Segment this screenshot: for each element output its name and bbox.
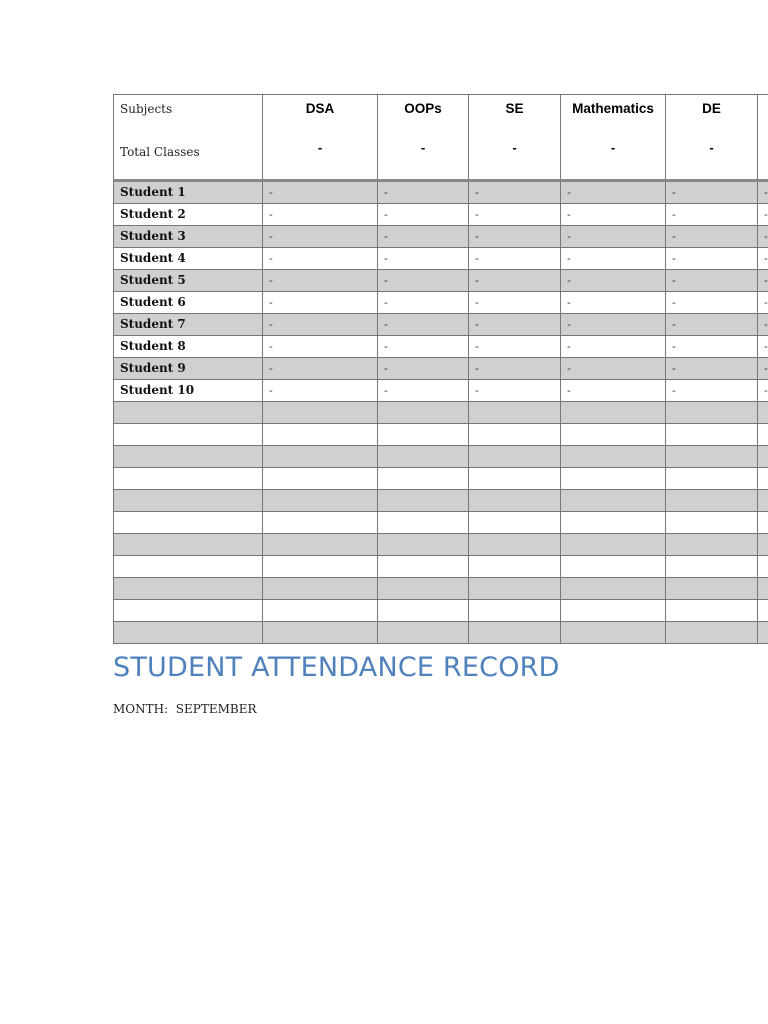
empty-row xyxy=(114,490,768,512)
attendance-cell xyxy=(561,292,666,314)
empty-cell xyxy=(666,556,758,578)
empty-cell xyxy=(114,578,263,600)
student-name: Student 6 xyxy=(120,295,186,309)
attendance-value: - xyxy=(672,185,676,199)
empty-row xyxy=(114,402,768,424)
attendance-cell xyxy=(263,292,378,314)
attendance-value: - xyxy=(384,317,388,331)
empty-cell xyxy=(758,490,768,512)
empty-cell xyxy=(114,534,263,556)
empty-cell xyxy=(263,512,378,534)
attendance-cell xyxy=(378,248,469,270)
empty-cell xyxy=(469,424,561,446)
attendance-cell xyxy=(469,314,561,336)
empty-cell xyxy=(114,512,263,534)
subject-header-cell xyxy=(378,95,469,181)
attendance-value: - xyxy=(269,383,273,397)
student-row xyxy=(114,181,768,204)
empty-cell xyxy=(758,402,768,424)
empty-cell xyxy=(378,534,469,556)
student-row xyxy=(114,314,768,336)
attendance-value: - xyxy=(567,207,571,221)
attendance-value: - xyxy=(567,229,571,243)
subjects-label: Subjects xyxy=(120,102,173,116)
empty-cell xyxy=(666,402,758,424)
attendance-cell xyxy=(561,181,666,204)
attendance-cell xyxy=(758,292,768,314)
empty-row xyxy=(114,622,768,644)
subject-total: - xyxy=(610,140,616,155)
empty-cell xyxy=(263,402,378,424)
attendance-value: - xyxy=(269,361,273,375)
attendance-cell xyxy=(758,226,768,248)
attendance-cell xyxy=(378,314,469,336)
student-name-cell xyxy=(114,270,263,292)
empty-cell xyxy=(758,424,768,446)
empty-cell xyxy=(561,600,666,622)
subject-header-cell xyxy=(758,95,768,181)
attendance-value: - xyxy=(384,295,388,309)
attendance-value: - xyxy=(269,295,273,309)
attendance-cell xyxy=(378,181,469,204)
empty-cell xyxy=(561,622,666,644)
attendance-cell xyxy=(758,358,768,380)
attendance-value: - xyxy=(269,273,273,287)
attendance-table xyxy=(113,94,768,648)
attendance-cell xyxy=(263,270,378,292)
attendance-cell xyxy=(378,204,469,226)
empty-cell xyxy=(561,468,666,490)
student-name-cell xyxy=(114,336,263,358)
empty-cell xyxy=(378,424,469,446)
student-row xyxy=(114,248,768,270)
attendance-cell xyxy=(758,380,768,402)
attendance-value: - xyxy=(764,273,768,287)
attendance-cell xyxy=(263,226,378,248)
empty-cell xyxy=(666,512,758,534)
subject-total: - xyxy=(317,140,323,155)
attendance-cell xyxy=(469,380,561,402)
attendance-cell xyxy=(378,292,469,314)
attendance-cell xyxy=(263,314,378,336)
attendance-value: - xyxy=(475,251,479,265)
empty-row xyxy=(114,446,768,468)
attendance-value: - xyxy=(764,251,768,265)
attendance-value: - xyxy=(764,317,768,331)
empty-cell xyxy=(378,468,469,490)
empty-cell xyxy=(666,446,758,468)
student-name: Student 5 xyxy=(120,273,186,287)
attendance-cell xyxy=(666,181,758,204)
attendance-value: - xyxy=(672,229,676,243)
empty-cell xyxy=(114,446,263,468)
subject-name: DE xyxy=(702,101,721,116)
attendance-cell xyxy=(469,336,561,358)
subject-header-cell xyxy=(469,95,561,181)
student-name-cell xyxy=(114,314,263,336)
attendance-cell xyxy=(561,358,666,380)
empty-cell xyxy=(666,578,758,600)
student-name-cell xyxy=(114,181,263,204)
subject-name: Mathematics xyxy=(572,101,654,116)
attendance-cell xyxy=(378,380,469,402)
attendance-value: - xyxy=(567,273,571,287)
attendance-value: - xyxy=(764,207,768,221)
attendance-cell xyxy=(263,181,378,204)
empty-cell xyxy=(378,402,469,424)
attendance-cell xyxy=(666,248,758,270)
empty-cell xyxy=(561,446,666,468)
empty-cell xyxy=(263,622,378,644)
empty-row xyxy=(114,512,768,534)
empty-cell xyxy=(114,490,263,512)
attendance-value: - xyxy=(269,339,273,353)
header-label-cell xyxy=(114,95,263,181)
attendance-cell xyxy=(758,248,768,270)
empty-cell xyxy=(561,402,666,424)
page-title: STUDENT ATTENDANCE RECORD xyxy=(113,652,560,683)
attendance-value: - xyxy=(764,229,768,243)
empty-cell xyxy=(378,556,469,578)
student-name: Student 1 xyxy=(120,185,186,199)
attendance-value: - xyxy=(269,251,273,265)
attendance-cell xyxy=(666,204,758,226)
attendance-value: - xyxy=(672,207,676,221)
attendance-value: - xyxy=(567,185,571,199)
empty-cell xyxy=(561,556,666,578)
attendance-value: - xyxy=(475,361,479,375)
empty-cell xyxy=(263,556,378,578)
attendance-value: - xyxy=(384,361,388,375)
empty-cell xyxy=(114,424,263,446)
attendance-value: - xyxy=(384,251,388,265)
attendance-value: - xyxy=(475,229,479,243)
student-name-cell xyxy=(114,204,263,226)
attendance-value: - xyxy=(384,185,388,199)
attendance-value: - xyxy=(764,295,768,309)
attendance-value: - xyxy=(269,229,273,243)
attendance-value: - xyxy=(384,273,388,287)
attendance-value: - xyxy=(672,383,676,397)
attendance-cell xyxy=(666,226,758,248)
month-label: MONTH: xyxy=(113,702,169,716)
subject-name: SE xyxy=(505,101,524,116)
empty-row xyxy=(114,534,768,556)
subject-header-cell xyxy=(561,95,666,181)
attendance-value: - xyxy=(475,185,479,199)
attendance-cell xyxy=(263,248,378,270)
empty-cell xyxy=(469,622,561,644)
attendance-value: - xyxy=(475,339,479,353)
attendance-value: - xyxy=(269,207,273,221)
attendance-value: - xyxy=(475,295,479,309)
student-name: Student 7 xyxy=(120,317,186,331)
empty-cell xyxy=(666,534,758,556)
attendance-value: - xyxy=(384,383,388,397)
empty-cell xyxy=(561,424,666,446)
attendance-cell xyxy=(758,314,768,336)
empty-cell xyxy=(758,512,768,534)
attendance-cell xyxy=(666,314,758,336)
empty-cell xyxy=(263,534,378,556)
student-name-cell xyxy=(114,292,263,314)
attendance-cell xyxy=(666,270,758,292)
attendance-value: - xyxy=(567,317,571,331)
attendance-cell xyxy=(666,336,758,358)
attendance-value: - xyxy=(475,207,479,221)
empty-cell xyxy=(469,534,561,556)
attendance-cell xyxy=(469,270,561,292)
empty-cell xyxy=(666,600,758,622)
subject-total: - xyxy=(420,140,426,155)
empty-cell xyxy=(666,468,758,490)
attendance-cell xyxy=(666,358,758,380)
attendance-cell xyxy=(561,226,666,248)
student-name: Student 8 xyxy=(120,339,186,353)
attendance-value: - xyxy=(384,229,388,243)
attendance-cell xyxy=(469,226,561,248)
attendance-cell xyxy=(561,270,666,292)
attendance-cell xyxy=(666,292,758,314)
student-row xyxy=(114,380,768,402)
attendance-value: - xyxy=(475,317,479,331)
empty-cell xyxy=(114,556,263,578)
attendance-cell xyxy=(263,358,378,380)
subject-name: DSA xyxy=(305,101,335,116)
empty-cell xyxy=(758,556,768,578)
empty-cell xyxy=(378,622,469,644)
attendance-cell xyxy=(263,204,378,226)
empty-cell xyxy=(469,468,561,490)
empty-cell xyxy=(561,512,666,534)
attendance-cell xyxy=(469,292,561,314)
attendance-cell xyxy=(263,380,378,402)
empty-cell xyxy=(469,600,561,622)
attendance-cell xyxy=(561,380,666,402)
attendance-cell xyxy=(378,270,469,292)
attendance-value: - xyxy=(672,317,676,331)
attendance-cell xyxy=(469,181,561,204)
empty-cell xyxy=(758,600,768,622)
attendance-cell xyxy=(561,204,666,226)
subject-name: OOPs xyxy=(404,101,442,116)
empty-cell xyxy=(263,600,378,622)
attendance-cell xyxy=(378,358,469,380)
empty-row xyxy=(114,468,768,490)
empty-row xyxy=(114,424,768,446)
attendance-value: - xyxy=(567,361,571,375)
empty-row xyxy=(114,556,768,578)
attendance-cell xyxy=(469,358,561,380)
empty-cell xyxy=(561,534,666,556)
empty-cell xyxy=(378,446,469,468)
attendance-cell xyxy=(378,336,469,358)
empty-row xyxy=(114,600,768,622)
empty-cell xyxy=(469,490,561,512)
empty-cell xyxy=(469,402,561,424)
attendance-value: - xyxy=(764,339,768,353)
student-name: Student 9 xyxy=(120,361,186,375)
empty-cell xyxy=(758,468,768,490)
empty-cell xyxy=(666,490,758,512)
attendance-value: - xyxy=(384,207,388,221)
empty-cell xyxy=(469,446,561,468)
empty-cell xyxy=(666,424,758,446)
attendance-value: - xyxy=(672,361,676,375)
attendance-value: - xyxy=(672,295,676,309)
attendance-value: - xyxy=(567,251,571,265)
subject-total: - xyxy=(512,140,517,155)
empty-cell xyxy=(561,490,666,512)
empty-cell xyxy=(758,578,768,600)
empty-cell xyxy=(469,578,561,600)
attendance-value: - xyxy=(567,295,571,309)
subject-header-cell xyxy=(263,95,378,181)
student-name-cell xyxy=(114,358,263,380)
empty-cell xyxy=(114,622,263,644)
attendance-value: - xyxy=(567,339,571,353)
empty-cell xyxy=(263,446,378,468)
attendance-cell xyxy=(758,270,768,292)
student-row xyxy=(114,336,768,358)
month-value: SEPTEMBER xyxy=(175,702,257,716)
empty-row xyxy=(114,578,768,600)
attendance-cell xyxy=(758,336,768,358)
attendance-cell xyxy=(469,248,561,270)
student-row xyxy=(114,270,768,292)
total-classes-label: Total Classes xyxy=(120,145,200,159)
attendance-cell xyxy=(469,204,561,226)
attendance-value: - xyxy=(475,273,479,287)
attendance-cell xyxy=(561,336,666,358)
empty-cell xyxy=(263,424,378,446)
empty-cell xyxy=(758,534,768,556)
attendance-cell xyxy=(263,336,378,358)
attendance-value: - xyxy=(764,383,768,397)
attendance-value: - xyxy=(384,339,388,353)
empty-cell xyxy=(561,578,666,600)
attendance-value: - xyxy=(672,251,676,265)
attendance-cell xyxy=(561,314,666,336)
student-name-cell xyxy=(114,380,263,402)
empty-cell xyxy=(666,622,758,644)
student-name: Student 4 xyxy=(120,251,186,265)
empty-cell xyxy=(263,468,378,490)
empty-cell xyxy=(378,600,469,622)
empty-cell xyxy=(758,622,768,644)
empty-cell xyxy=(114,402,263,424)
attendance-value: - xyxy=(764,185,768,199)
student-row xyxy=(114,226,768,248)
month-line xyxy=(113,702,257,716)
table-header-row xyxy=(114,95,768,181)
student-row xyxy=(114,292,768,314)
attendance-value: - xyxy=(269,185,273,199)
empty-cell xyxy=(469,512,561,534)
attendance-cell xyxy=(758,204,768,226)
empty-cell xyxy=(469,556,561,578)
empty-cell xyxy=(378,578,469,600)
attendance-value: - xyxy=(567,383,571,397)
attendance-cell xyxy=(666,380,758,402)
attendance-cell xyxy=(378,226,469,248)
attendance-value: - xyxy=(269,317,273,331)
empty-cell xyxy=(378,490,469,512)
student-name: Student 10 xyxy=(120,383,195,397)
attendance-cell xyxy=(561,248,666,270)
student-name: Student 3 xyxy=(120,229,186,243)
subject-total: - xyxy=(709,140,714,155)
attendance-value: - xyxy=(764,361,768,375)
attendance-value: - xyxy=(672,273,676,287)
empty-cell xyxy=(263,490,378,512)
attendance-value: - xyxy=(672,339,676,353)
subject-header-cell xyxy=(666,95,758,181)
student-name-cell xyxy=(114,248,263,270)
student-row xyxy=(114,358,768,380)
student-name: Student 2 xyxy=(120,207,186,221)
attendance-cell xyxy=(758,181,768,204)
empty-cell xyxy=(114,468,263,490)
student-row xyxy=(114,204,768,226)
student-name-cell xyxy=(114,226,263,248)
empty-cell xyxy=(114,600,263,622)
empty-cell xyxy=(263,578,378,600)
empty-cell xyxy=(758,446,768,468)
attendance-value: - xyxy=(475,383,479,397)
empty-cell xyxy=(378,512,469,534)
